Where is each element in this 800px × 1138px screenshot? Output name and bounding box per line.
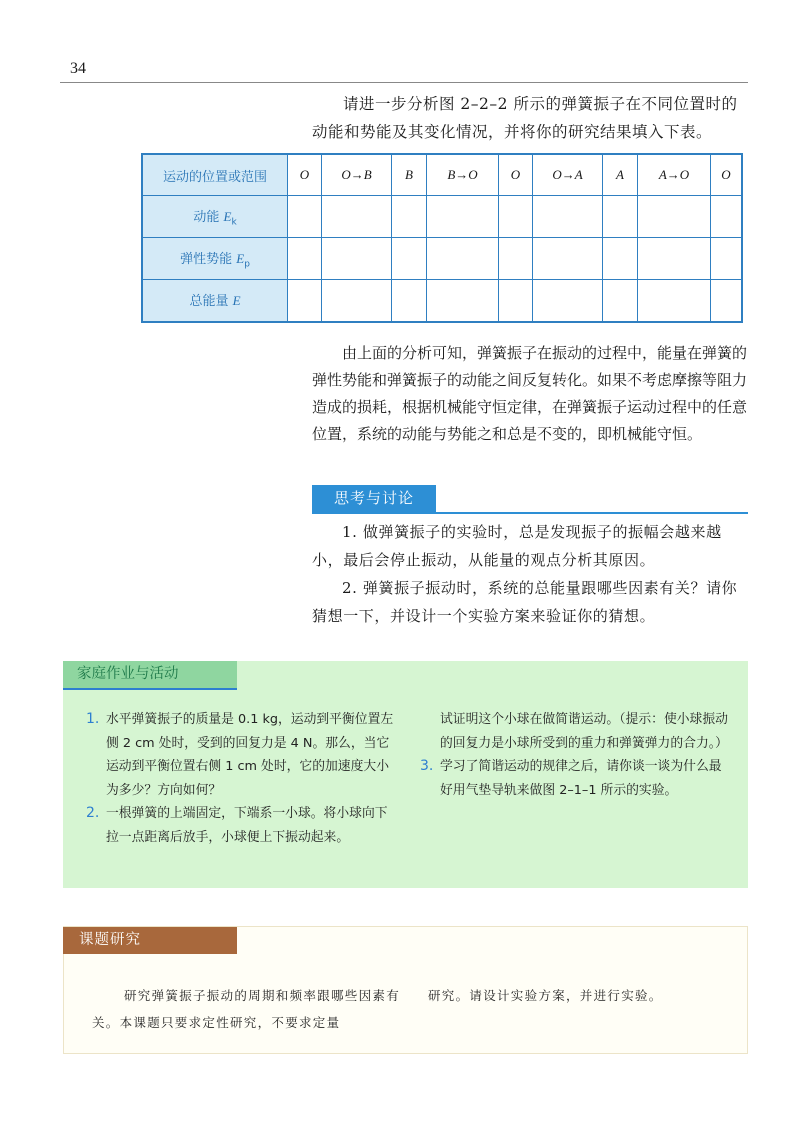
- research-right-column: [428, 982, 728, 1009]
- table-cell: [427, 280, 499, 323]
- table-cell: [533, 280, 603, 323]
- table-cell: [499, 280, 533, 323]
- think-discuss-title: 思考与讨论: [312, 485, 436, 512]
- table-position-cell: B: [392, 154, 427, 196]
- table-cell: [322, 280, 392, 323]
- homework-title: 家庭作业与活动: [63, 661, 237, 688]
- table-header-row: [142, 154, 742, 196]
- table-cell: [603, 196, 638, 238]
- table-cell: [533, 196, 603, 238]
- think-discuss-body: [312, 518, 748, 630]
- energy-table: [141, 153, 743, 323]
- table-cell: [638, 238, 711, 280]
- table-position-cell: B→O: [427, 154, 499, 196]
- table-position-cell: A→O: [638, 154, 711, 196]
- table-cell: [392, 196, 427, 238]
- table-position-cell: O: [499, 154, 533, 196]
- table-cell: [711, 238, 743, 280]
- table-cell: [427, 238, 499, 280]
- homework-title-underline: [63, 688, 237, 690]
- table-position-cell: O→B: [322, 154, 392, 196]
- row-label-total: 总能量 E: [142, 280, 288, 323]
- research-title: 课题研究: [63, 927, 237, 954]
- homework-item-3: 3. 学习了简谐运动的规律之后，请你谈一谈为什么最好用气垫导轨来做图 2–1–1 所示的实验。: [420, 755, 730, 802]
- table-cell: [603, 280, 638, 323]
- table-row-total: [142, 280, 742, 323]
- table-cell: [499, 238, 533, 280]
- table-position-cell: O: [288, 154, 322, 196]
- homework-item-2: 2. 一根弹簧的上端固定，下端系一小球。将小球向下拉一点距离后放手，小球便上下振动起来。: [86, 802, 396, 849]
- table-position-cell: O: [711, 154, 743, 196]
- row-label-kinetic: 动能 $E_k$: [142, 196, 288, 238]
- analysis-text: 由上面的分析可知，弹簧振子在振动的过程中，能量在弹簧的弹性势能和弹簧振子的动能之间反复转化。如果不考虑摩擦等阻力造成的损耗，根据机械能守恒定律，在弹簧振子运动过程中的任意位置，系统的动能与势能之和总是不变的，即机械能守恒。: [312, 344, 748, 443]
- table-cell: [288, 238, 322, 280]
- table-cell: [533, 238, 603, 280]
- research-text-right: 研究。请设计实验方案，并进行实验。: [428, 988, 663, 1003]
- header-rule: [60, 82, 748, 83]
- table-cell: [603, 238, 638, 280]
- homework-right-column: [420, 708, 730, 802]
- table-cell: [638, 196, 711, 238]
- table-cell: [711, 280, 743, 323]
- think-discuss-underline: [312, 512, 748, 514]
- table-cell: [499, 196, 533, 238]
- intro-text: 请进一步分析图 2–2–2 所示的弹簧振子在不同位置时的动能和势能及其变化情况，并将你的研究结果填入下表。: [312, 95, 738, 141]
- item-number: 3.: [420, 758, 434, 774]
- table-row-potential: [142, 238, 742, 280]
- table-cell: [288, 196, 322, 238]
- table-cell: [427, 196, 499, 238]
- table-row-kinetic: [142, 196, 742, 238]
- item-number: 1.: [86, 711, 100, 727]
- table-cell: [711, 196, 743, 238]
- think-question-2: 2. 弹簧振子振动时，系统的总能量跟哪些因素有关？请你猜想一下，并设计一个实验方案来验证你的猜想。: [312, 579, 738, 625]
- homework-item-1: 1. 水平弹簧振子的质量是 0.1 kg，运动到平衡位置左侧 2 cm 处时，受到的回复力是 4 N。那么，当它运动到平衡位置右侧 1 cm 处时，它的加速度大小为多少？方向如何？: [86, 708, 396, 802]
- table-cell: [392, 280, 427, 323]
- table-cell: [322, 238, 392, 280]
- table-position-cell: O→A: [533, 154, 603, 196]
- page-number: 34: [70, 60, 86, 77]
- table-cell: [288, 280, 322, 323]
- table-cell: [392, 238, 427, 280]
- table-cell: [638, 280, 711, 323]
- item-number: 2.: [86, 805, 100, 821]
- homework-item-2-continued: 试证明这个小球在做简谐运动。（提示：使小球振动的回复力是小球所受到的重力和弹簧弹力的合力。）: [440, 712, 728, 751]
- research-left-column: [92, 982, 402, 1036]
- table-header-label: 运动的位置或范围: [142, 154, 288, 196]
- table-position-cell: A: [603, 154, 638, 196]
- intro-paragraph: [312, 90, 748, 146]
- table-cell: [322, 196, 392, 238]
- homework-left-column: [86, 708, 396, 849]
- think-question-1: 1. 做弹簧振子的实验时，总是发现振子的振幅会越来越小，最后会停止振动，从能量的观点分析其原因。: [312, 523, 722, 569]
- row-label-potential: 弹性势能 $E_p$: [142, 238, 288, 280]
- research-text-left: 研究弹簧振子振动的周期和频率跟哪些因素有关。本课题只要求定性研究，不要求定量: [92, 988, 401, 1030]
- analysis-paragraph: [312, 340, 748, 448]
